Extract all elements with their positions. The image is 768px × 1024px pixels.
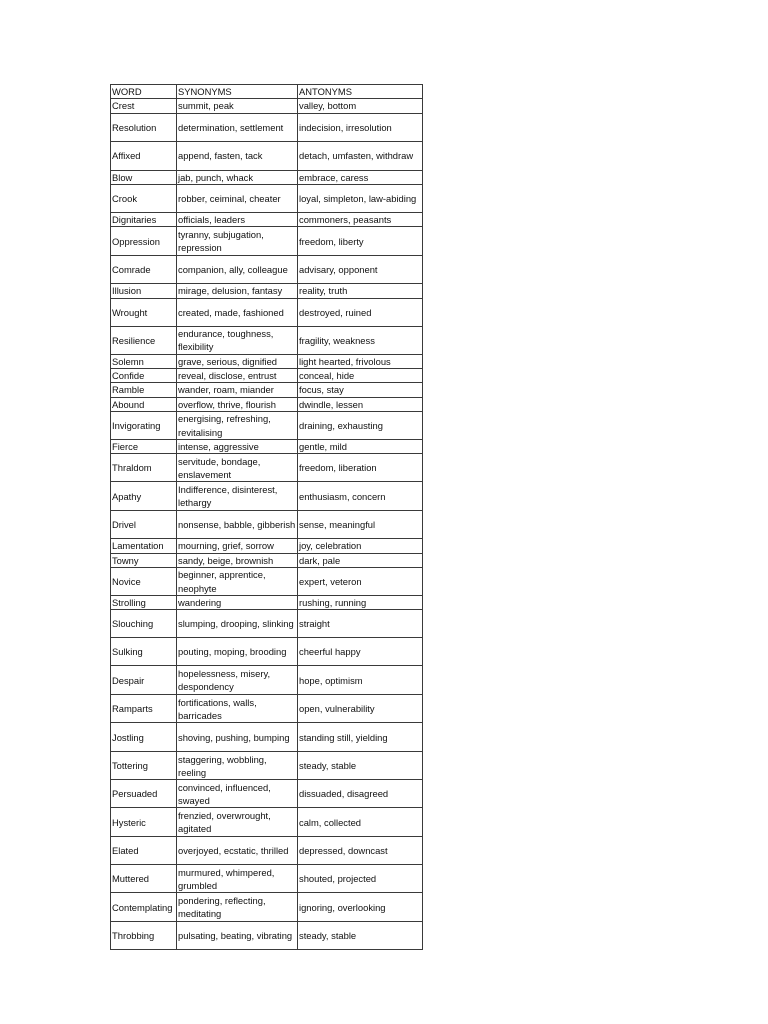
antonyms-cell: draining, exhausting xyxy=(298,412,423,440)
antonyms-cell: enthusiasm, concern xyxy=(298,482,423,511)
table-row xyxy=(111,638,423,666)
word-cell: Fierce xyxy=(111,440,177,454)
table-row xyxy=(111,666,423,695)
table-row xyxy=(111,553,423,567)
synonyms-cell: summit, peak xyxy=(177,99,298,113)
synonyms-cell: frenzied, overwrought, agitated xyxy=(177,808,298,837)
antonyms-cell: conceal, hide xyxy=(298,369,423,383)
word-cell: Invigorating xyxy=(111,412,177,440)
antonyms-cell: detach, umfasten, withdraw xyxy=(298,141,423,170)
word-cell: Wrought xyxy=(111,298,177,326)
antonyms-cell: expert, veteron xyxy=(298,568,423,596)
synonyms-cell: wander, roam, miander xyxy=(177,383,298,397)
table-row xyxy=(111,369,423,383)
word-cell: Ramparts xyxy=(111,695,177,723)
word-cell: Jostling xyxy=(111,723,177,752)
synonyms-cell: determination, settlement xyxy=(177,113,298,141)
synonyms-cell: grave, serious, dignified xyxy=(177,354,298,368)
word-cell: Elated xyxy=(111,837,177,865)
word-cell: Abound xyxy=(111,397,177,411)
synonyms-cell: officials, leaders xyxy=(177,213,298,227)
antonyms-cell: dissuaded, disagreed xyxy=(298,780,423,808)
table-row xyxy=(111,865,423,893)
word-cell: Confide xyxy=(111,369,177,383)
table-row xyxy=(111,383,423,397)
antonyms-cell: joy, celebration xyxy=(298,539,423,553)
synonyms-cell: reveal, disclose, entrust xyxy=(177,369,298,383)
word-cell: Slouching xyxy=(111,610,177,638)
table-row xyxy=(111,170,423,184)
word-cell: Oppression xyxy=(111,227,177,256)
antonyms-cell: ignoring, overlooking xyxy=(298,893,423,922)
synonyms-cell: wandering xyxy=(177,596,298,610)
synonyms-cell: endurance, toughness, flexibility xyxy=(177,326,298,354)
antonyms-cell: indecision, irresolution xyxy=(298,113,423,141)
antonyms-cell: sense, meaningful xyxy=(298,511,423,539)
antonyms-cell: valley, bottom xyxy=(298,99,423,113)
word-cell: Strolling xyxy=(111,596,177,610)
synonyms-cell: sandy, beige, brownish xyxy=(177,553,298,567)
synonyms-cell: tyranny, subjugation, repression xyxy=(177,227,298,256)
table-row xyxy=(111,610,423,638)
table-row xyxy=(111,893,423,922)
word-cell: Throbbing xyxy=(111,922,177,950)
word-cell: Resolution xyxy=(111,113,177,141)
word-cell: Apathy xyxy=(111,482,177,511)
antonyms-cell: fragility, weakness xyxy=(298,326,423,354)
table-row xyxy=(111,454,423,482)
table-row xyxy=(111,752,423,780)
word-cell: Towny xyxy=(111,553,177,567)
word-cell: Drivel xyxy=(111,511,177,539)
synonyms-cell: overflow, thrive, flourish xyxy=(177,397,298,411)
synonyms-cell: murmured, whimpered, grumbled xyxy=(177,865,298,893)
table-row xyxy=(111,511,423,539)
synonyms-cell: mirage, delusion, fantasy xyxy=(177,284,298,298)
antonyms-cell: shouted, projected xyxy=(298,865,423,893)
word-cell: Contemplating xyxy=(111,893,177,922)
antonyms-cell: focus, stay xyxy=(298,383,423,397)
synonyms-cell: slumping, drooping, slinking xyxy=(177,610,298,638)
synonyms-cell: convinced, influenced, swayed xyxy=(177,780,298,808)
table-row xyxy=(111,284,423,298)
table-row xyxy=(111,922,423,950)
table-row xyxy=(111,227,423,256)
word-cell: Thraldom xyxy=(111,454,177,482)
table-row xyxy=(111,99,423,113)
antonyms-cell: cheerful happy xyxy=(298,638,423,666)
word-cell: Muttered xyxy=(111,865,177,893)
synonyms-cell: mourning, grief, sorrow xyxy=(177,539,298,553)
synonyms-cell: energising, refreshing, revitalising xyxy=(177,412,298,440)
antonyms-cell: rushing, running xyxy=(298,596,423,610)
word-cell: Persuaded xyxy=(111,780,177,808)
antonyms-cell: reality, truth xyxy=(298,284,423,298)
vocabulary-table xyxy=(110,84,423,950)
synonyms-cell: overjoyed, ecstatic, thrilled xyxy=(177,837,298,865)
antonyms-cell: calm, collected xyxy=(298,808,423,837)
antonyms-cell: straight xyxy=(298,610,423,638)
table-row xyxy=(111,256,423,284)
antonyms-cell: hope, optimism xyxy=(298,666,423,695)
table-row xyxy=(111,482,423,511)
table-row xyxy=(111,213,423,227)
word-cell: Hysteric xyxy=(111,808,177,837)
header-synonyms: SYNONYMS xyxy=(177,85,298,99)
synonyms-cell: pouting, moping, brooding xyxy=(177,638,298,666)
table-row xyxy=(111,113,423,141)
synonyms-cell: robber, ceiminal, cheater xyxy=(177,185,298,213)
table-row xyxy=(111,780,423,808)
word-cell: Ramble xyxy=(111,383,177,397)
word-cell: Illusion xyxy=(111,284,177,298)
table-row xyxy=(111,397,423,411)
synonyms-cell: Indifference, disinterest, lethargy xyxy=(177,482,298,511)
antonyms-cell: dark, pale xyxy=(298,553,423,567)
table-row xyxy=(111,326,423,354)
word-cell: Tottering xyxy=(111,752,177,780)
word-cell: Lamentation xyxy=(111,539,177,553)
table-row xyxy=(111,837,423,865)
word-cell: Sulking xyxy=(111,638,177,666)
antonyms-cell: freedom, liberty xyxy=(298,227,423,256)
synonyms-cell: pondering, reflecting, meditating xyxy=(177,893,298,922)
antonyms-cell: commoners, peasants xyxy=(298,213,423,227)
table-row xyxy=(111,185,423,213)
synonyms-cell: beginner, apprentice, neophyte xyxy=(177,568,298,596)
antonyms-cell: light hearted, frivolous xyxy=(298,354,423,368)
vocabulary-table-body xyxy=(111,85,423,950)
synonyms-cell: hopelessness, misery, despondency xyxy=(177,666,298,695)
table-row xyxy=(111,354,423,368)
table-row xyxy=(111,412,423,440)
table-row xyxy=(111,695,423,723)
antonyms-cell: steady, stable xyxy=(298,752,423,780)
synonyms-cell: shoving, pushing, bumping xyxy=(177,723,298,752)
table-row xyxy=(111,298,423,326)
synonyms-cell: staggering, wobbling, reeling xyxy=(177,752,298,780)
word-cell: Dignitaries xyxy=(111,213,177,227)
table-row xyxy=(111,723,423,752)
table-row xyxy=(111,141,423,170)
table-row xyxy=(111,808,423,837)
table-row xyxy=(111,539,423,553)
word-cell: Blow xyxy=(111,170,177,184)
word-cell: Comrade xyxy=(111,256,177,284)
synonyms-cell: append, fasten, tack xyxy=(177,141,298,170)
synonyms-cell: intense, aggressive xyxy=(177,440,298,454)
synonyms-cell: companion, ally, colleague xyxy=(177,256,298,284)
word-cell: Resilience xyxy=(111,326,177,354)
header-word: WORD xyxy=(111,85,177,99)
antonyms-cell: loyal, simpleton, law-abiding xyxy=(298,185,423,213)
antonyms-cell: open, vulnerability xyxy=(298,695,423,723)
antonyms-cell: embrace, caress xyxy=(298,170,423,184)
antonyms-cell: gentle, mild xyxy=(298,440,423,454)
antonyms-cell: dwindle, lessen xyxy=(298,397,423,411)
word-cell: Affixed xyxy=(111,141,177,170)
antonyms-cell: depressed, downcast xyxy=(298,837,423,865)
header-antonyms: ANTONYMS xyxy=(298,85,423,99)
synonyms-cell: pulsating, beating, vibrating xyxy=(177,922,298,950)
antonyms-cell: freedom, liberation xyxy=(298,454,423,482)
table-row xyxy=(111,596,423,610)
synonyms-cell: created, made, fashioned xyxy=(177,298,298,326)
word-cell: Despair xyxy=(111,666,177,695)
word-cell: Crook xyxy=(111,185,177,213)
antonyms-cell: steady, stable xyxy=(298,922,423,950)
antonyms-cell: standing still, yielding xyxy=(298,723,423,752)
antonyms-cell: destroyed, ruined xyxy=(298,298,423,326)
synonyms-cell: jab, punch, whack xyxy=(177,170,298,184)
word-cell: Solemn xyxy=(111,354,177,368)
synonyms-cell: servitude, bondage, enslavement xyxy=(177,454,298,482)
table-row xyxy=(111,568,423,596)
table-header-row xyxy=(111,85,423,99)
synonyms-cell: fortifications, walls, barricades xyxy=(177,695,298,723)
word-cell: Novice xyxy=(111,568,177,596)
antonyms-cell: advisary, opponent xyxy=(298,256,423,284)
word-cell: Crest xyxy=(111,99,177,113)
table-row xyxy=(111,440,423,454)
synonyms-cell: nonsense, babble, gibberish xyxy=(177,511,298,539)
